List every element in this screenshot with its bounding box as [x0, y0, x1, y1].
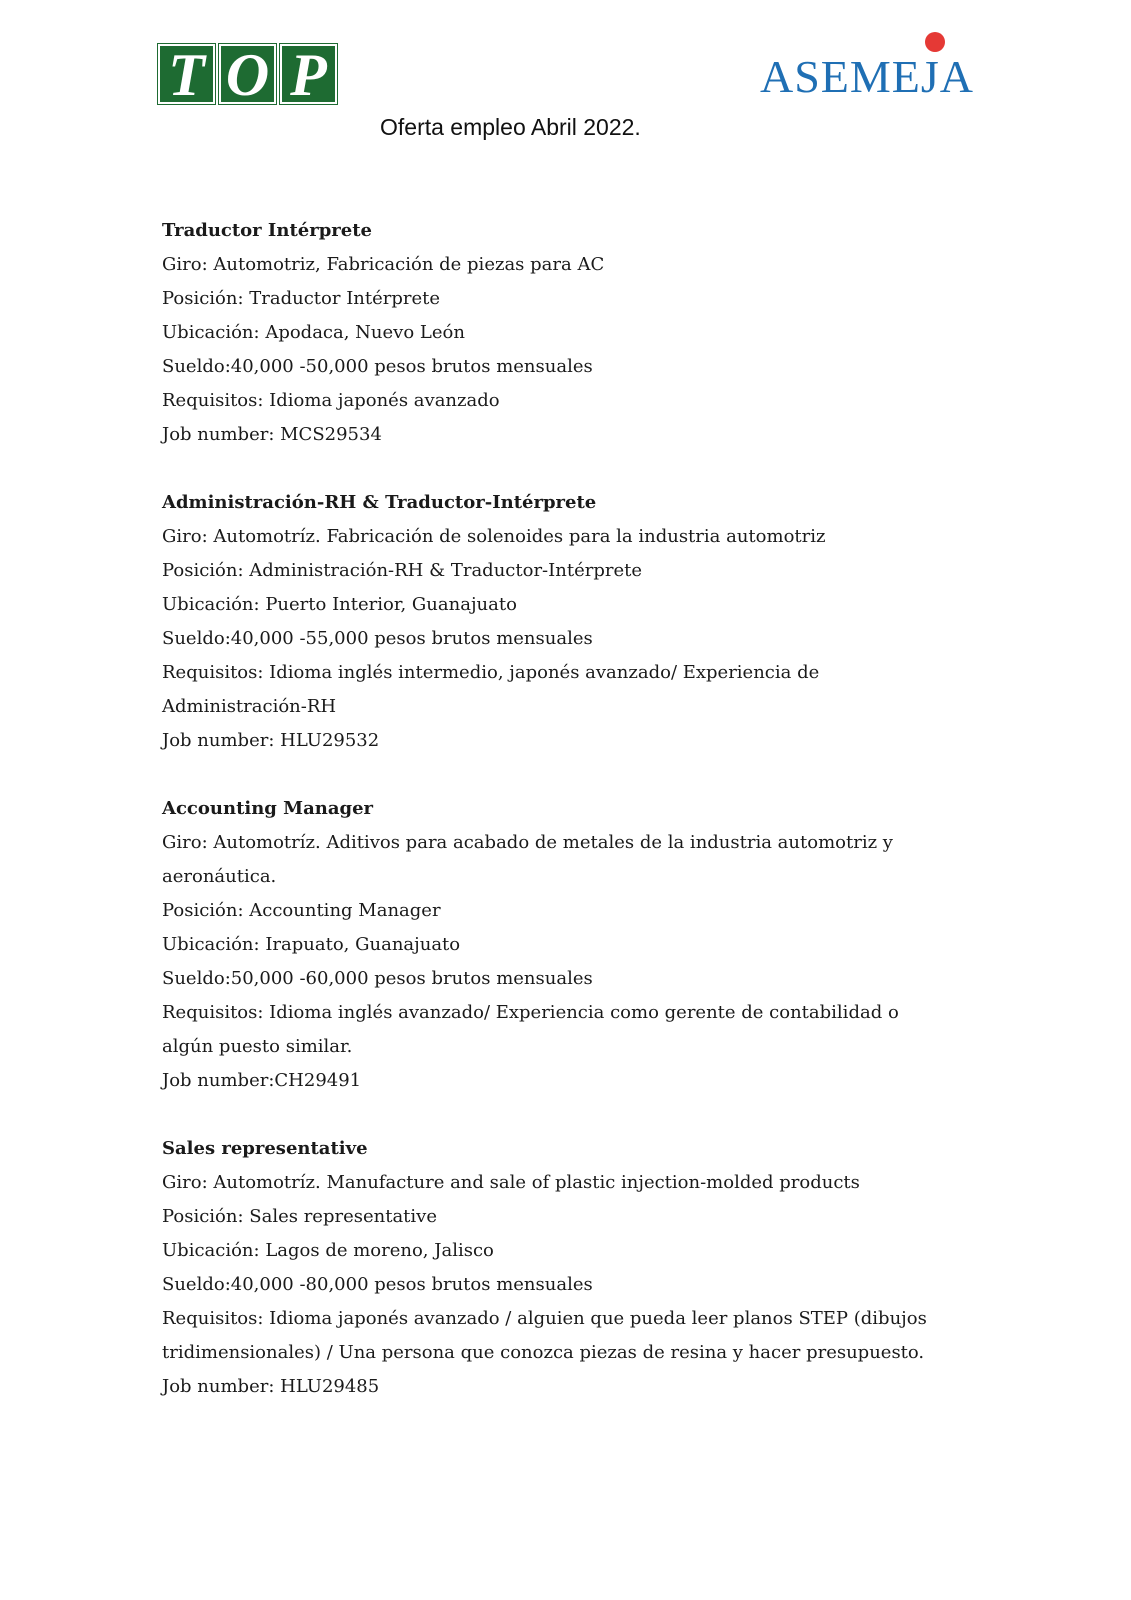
- top-logo: [158, 42, 337, 108]
- job-offer: [162, 1132, 952, 1404]
- job-offer: [162, 214, 952, 452]
- job-salary: Sueldo:40,000 -55,000 pesos brutos mensuales: [162, 628, 593, 649]
- job-position: Posición: Traductor Intérprete: [162, 288, 441, 309]
- job-position: Posición: Administración-RH & Traductor-Intérprete: [162, 560, 642, 581]
- job-sector: Giro: Automotriz, Fabricación de piezas para AC: [162, 254, 605, 275]
- job-title: Sales representative: [162, 1138, 368, 1159]
- job-title: Traductor Intérprete: [162, 220, 372, 241]
- job-salary: Sueldo:40,000 -50,000 pesos brutos mensuales: [162, 356, 593, 377]
- asemeja-logo-text: ASEMEJA: [760, 51, 975, 102]
- job-sector: Giro: Automotríz. Manufacture and sale of plastic injection-molded products: [162, 1172, 860, 1193]
- job-location: Ubicación: Lagos de moreno, Jalisco: [162, 1240, 494, 1261]
- top-logo-letter: O: [219, 44, 276, 104]
- job-requirements: Requisitos: Idioma inglés avanzado/ Experiencia como gerente de contabilidad o algún puesto similar.: [162, 1002, 899, 1057]
- job-salary: Sueldo:50,000 -60,000 pesos brutos mensuales: [162, 968, 593, 989]
- asemeja-logo: [760, 30, 975, 110]
- top-logo-letter: P: [280, 44, 337, 104]
- job-list: [162, 214, 952, 1438]
- job-number: Job number: HLU29532: [162, 730, 380, 751]
- top-logo-letter: T: [158, 44, 215, 104]
- job-offer: [162, 792, 952, 1098]
- job-location: Ubicación: Apodaca, Nuevo León: [162, 322, 465, 343]
- job-location: Ubicación: Irapuato, Guanajuato: [162, 934, 461, 955]
- job-sector: Giro: Automotríz. Aditivos para acabado de metales de la industria automotriz y aeronáutica.: [162, 832, 893, 887]
- job-position: Posición: Accounting Manager: [162, 900, 441, 921]
- page-title: Oferta empleo Abril 2022.: [380, 114, 641, 140]
- job-requirements: Requisitos: Idioma inglés intermedio, japonés avanzado/ Experiencia de Administración-RH: [162, 662, 820, 717]
- job-number: Job number:CH29491: [162, 1070, 362, 1091]
- job-location: Ubicación: Puerto Interior, Guanajuato: [162, 594, 517, 615]
- asemeja-logo-dot-icon: [925, 32, 945, 52]
- job-offer: [162, 486, 952, 758]
- job-title: Accounting Manager: [162, 798, 374, 819]
- job-number: Job number: MCS29534: [162, 424, 382, 445]
- job-number: Job number: HLU29485: [162, 1376, 380, 1397]
- job-position: Posición: Sales representative: [162, 1206, 437, 1227]
- job-salary: Sueldo:40,000 -80,000 pesos brutos mensuales: [162, 1274, 593, 1295]
- job-sector: Giro: Automotríz. Fabricación de solenoides para la industria automotriz: [162, 526, 826, 547]
- job-requirements: Requisitos: Idioma japonés avanzado: [162, 390, 500, 411]
- job-title: Administración-RH & Traductor-Intérprete: [162, 492, 597, 513]
- job-requirements: Requisitos: Idioma japonés avanzado / alguien que pueda leer planos STEP (dibujos tridimensionales) / Una persona que conozca piezas de resina y hacer presupuesto.: [162, 1308, 927, 1363]
